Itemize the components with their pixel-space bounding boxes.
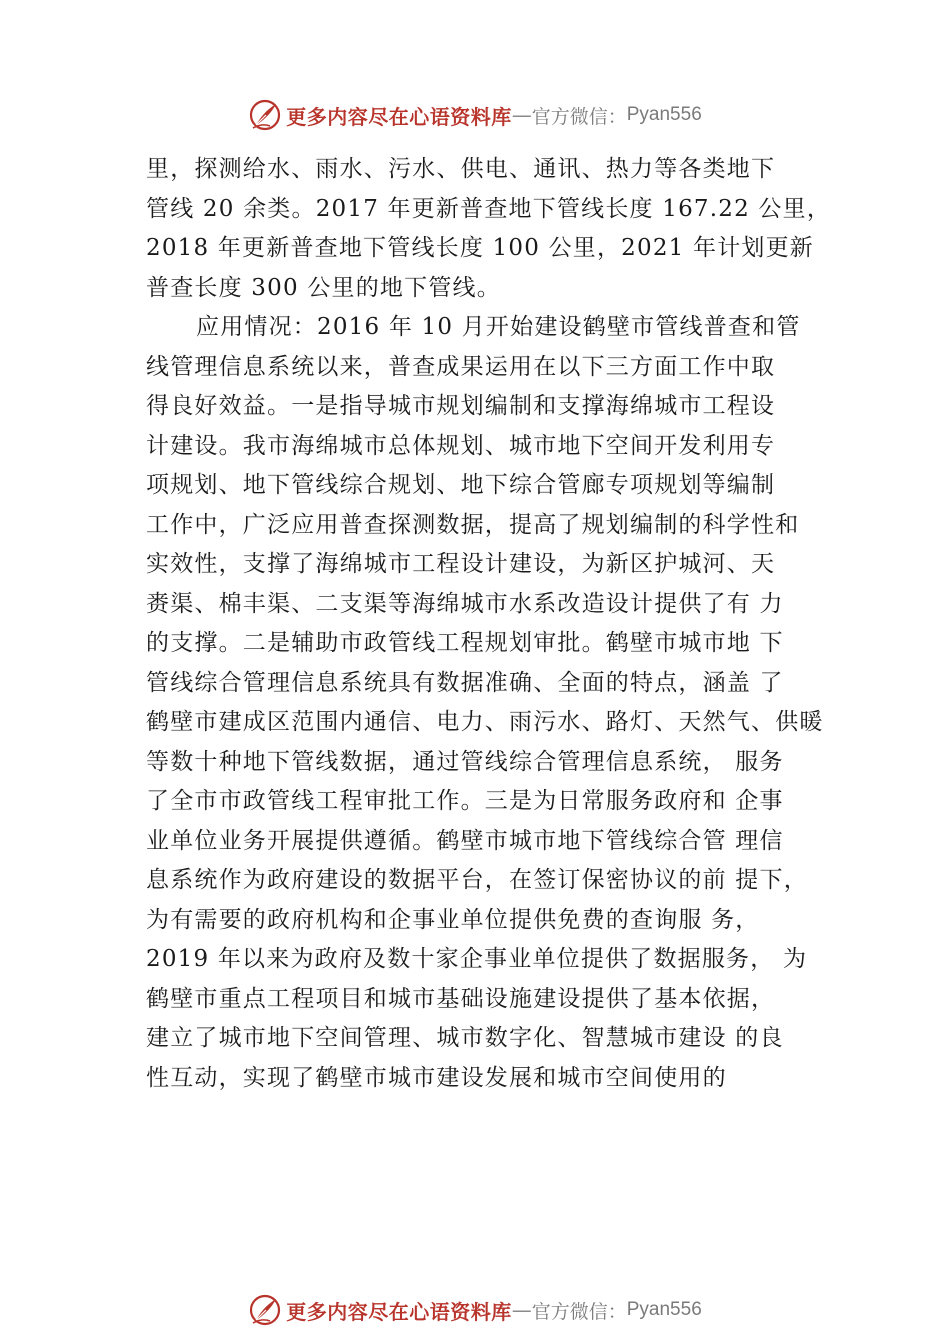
quill-pen-logo-icon [248,98,282,132]
body-text-line: 工作中，广泛应用普查探测数据，提高了规划编制的科学性和 [146,511,800,538]
banner-wechat-label: 官方微信： [531,105,627,128]
body-text-line: 项规划、地下管线综合规划、地下综合管廊专项规划等编制 [146,472,776,498]
document-body [146,150,832,1098]
banner-wechat-label: 官方微信： [531,1300,627,1323]
body-text-line: 了全市市政管线工程审批工作。三是为日常服务政府和 企事 [146,788,784,814]
body-text-line: 普查长度 300 公里的地下管线。 [146,274,501,301]
body-text-line: 性互动，实现了鹤壁市城市建设发展和城市空间使用的 [146,1064,727,1091]
body-text-line: 建立了城市地下空间管理、城市数字化、智慧城市建设 的良 [146,1025,784,1051]
body-text-line: 应用情况：2016 年 10 月开始建设鹤壁市管线普查和管 [196,314,801,340]
body-text-line: 线管理信息系统以来，普查成果运用在以下三方面工作中取 [146,353,776,380]
body-text-line: 里，探测给水、雨水、污水、供电、通讯、热力等各类地下 [146,156,776,182]
quill-pen-logo-icon [248,1293,282,1327]
footer-banner [0,1290,950,1330]
body-text-line: 实效性，支撑了海绵城市工程设计建设，为新区护城河、天 [146,551,776,577]
body-text-line: 等数十种地下管线数据，通过管线综合管理信息系统， 服务 [146,748,784,775]
body-text-line: 计建设。我市海绵城市总体规划、城市地下空间开发利用专 [146,432,776,459]
body-text-line: 管线 20 余类。2017 年更新普查地下管线长度 167.22 公里， [146,195,832,222]
body-text-line: 2019 年以来为政府及数十家企事业单位提供了数据服务， 为 [146,946,808,972]
body-text-line: 鹤壁市建成区范围内通信、电力、雨污水、路灯、天然气、供暖 [146,709,824,735]
body-text-line: 业单位业务开展提供遵循。鹤壁市城市地下管线综合管 理信 [146,827,784,854]
banner-separator: — [511,1298,532,1322]
banner-brand-text: 更多内容尽在心语资料库 [286,104,512,129]
banner-brand-text: 更多内容尽在心语资料库 [286,1299,512,1324]
body-text-line: 为有需要的政府机构和企事业单位提供免费的查询服 务， [146,906,760,933]
banner-separator: — [511,103,532,127]
banner-wechat-id: Pyan556 [626,104,702,125]
body-text-line: 2018 年更新普查地下管线长度 100 公里，2021 年计划更新 [146,235,815,261]
body-text-line: 管线综合管理信息系统具有数据准确、全面的特点，涵盖 了 [146,669,784,696]
body-text-line: 赉渠、棉丰渠、二支渠等海绵城市水系改造设计提供了有 力 [146,590,784,617]
banner-wechat-id: Pyan556 [626,1299,702,1320]
body-text-line: 得良好效益。一是指导城市规划编制和支撑海绵城市工程设 [146,393,776,419]
body-text-line: 鹤壁市重点工程项目和城市基础设施建设提供了基本依据， [146,985,776,1012]
header-banner [0,95,950,135]
body-text-line: 息系统作为政府建设的数据平台，在签订保密协议的前 提下， [146,867,808,893]
body-text-line: 的支撑。二是辅助市政管线工程规划审批。鹤壁市城市地 下 [146,630,784,656]
